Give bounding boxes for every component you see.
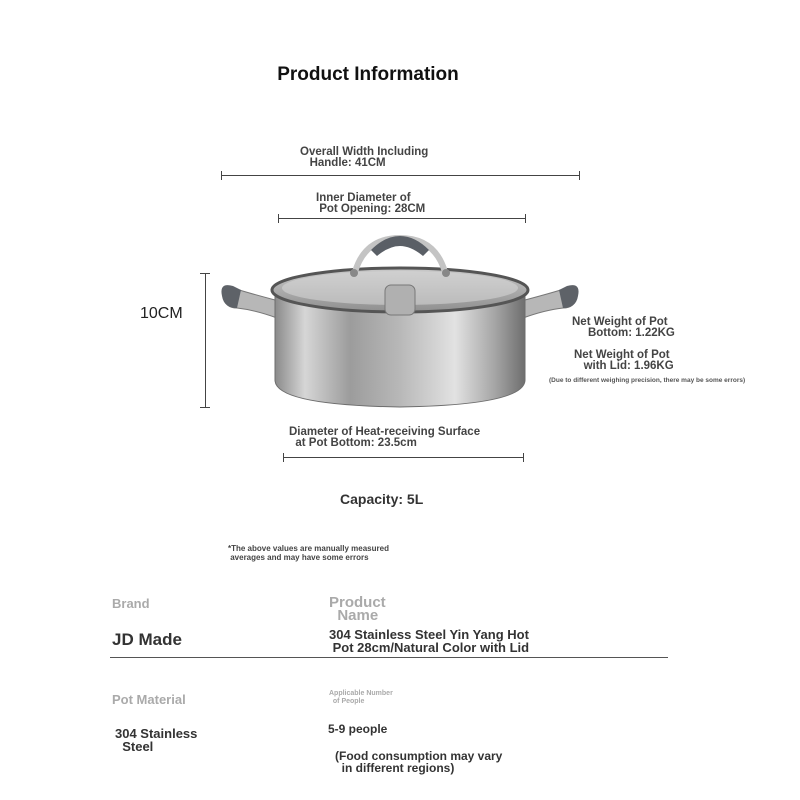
table-divider <box>110 657 668 658</box>
height-line <box>205 273 206 407</box>
people-value: 5-9 people <box>328 722 388 736</box>
people-label: Applicable Number of People <box>329 690 393 705</box>
height-label: 10CM <box>140 305 183 322</box>
brand-value: JD Made <box>112 630 182 649</box>
inner-diameter-tick-left <box>278 214 279 223</box>
height-tick-top <box>200 273 210 274</box>
overall-width-tick-left <box>221 171 222 180</box>
bottom-diameter-line <box>284 457 524 458</box>
material-value: 304 Stainless Steel <box>115 726 198 754</box>
inner-diameter-label: Inner Diameter of Pot Opening: 28CM <box>316 192 426 215</box>
measure-note: *The above values are manually measured averages and may have some errors <box>228 544 389 562</box>
height-tick-bottom <box>200 407 210 408</box>
capacity: Capacity: 5L <box>340 491 424 507</box>
inner-diameter-tick-right <box>525 214 526 223</box>
overall-width-line <box>222 175 580 176</box>
product-name-label: Product Name <box>329 594 386 624</box>
bottom-diameter-tick-left <box>283 453 284 462</box>
page-title: Product Information <box>277 64 459 85</box>
bottom-diameter-tick-right <box>523 453 524 462</box>
overall-width-label: Overall Width Including Handle: 41CM <box>300 146 429 169</box>
brand-label: Brand <box>112 596 150 611</box>
overall-width-tick-right <box>579 171 580 180</box>
product-name-value: 304 Stainless Steel Yin Yang Hot Pot 28cm/Natural Color with Lid <box>329 627 530 655</box>
net-weight-bottom: Net Weight of Pot Bottom: 1.22KG <box>572 316 675 339</box>
net-weight-with-lid: Net Weight of Pot with Lid: 1.96KG <box>574 349 674 372</box>
bottom-diameter-label: Diameter of Heat-receiving Surface at Pot Bottom: 23.5cm <box>289 426 481 449</box>
hot-pot-image <box>215 230 585 415</box>
material-label: Pot Material <box>112 692 186 707</box>
weight-note: (Due to different weighing precision, there may be some errors) <box>549 377 746 384</box>
inner-diameter-line <box>279 218 525 219</box>
people-note: (Food consumption may vary in different regions) <box>335 749 503 775</box>
